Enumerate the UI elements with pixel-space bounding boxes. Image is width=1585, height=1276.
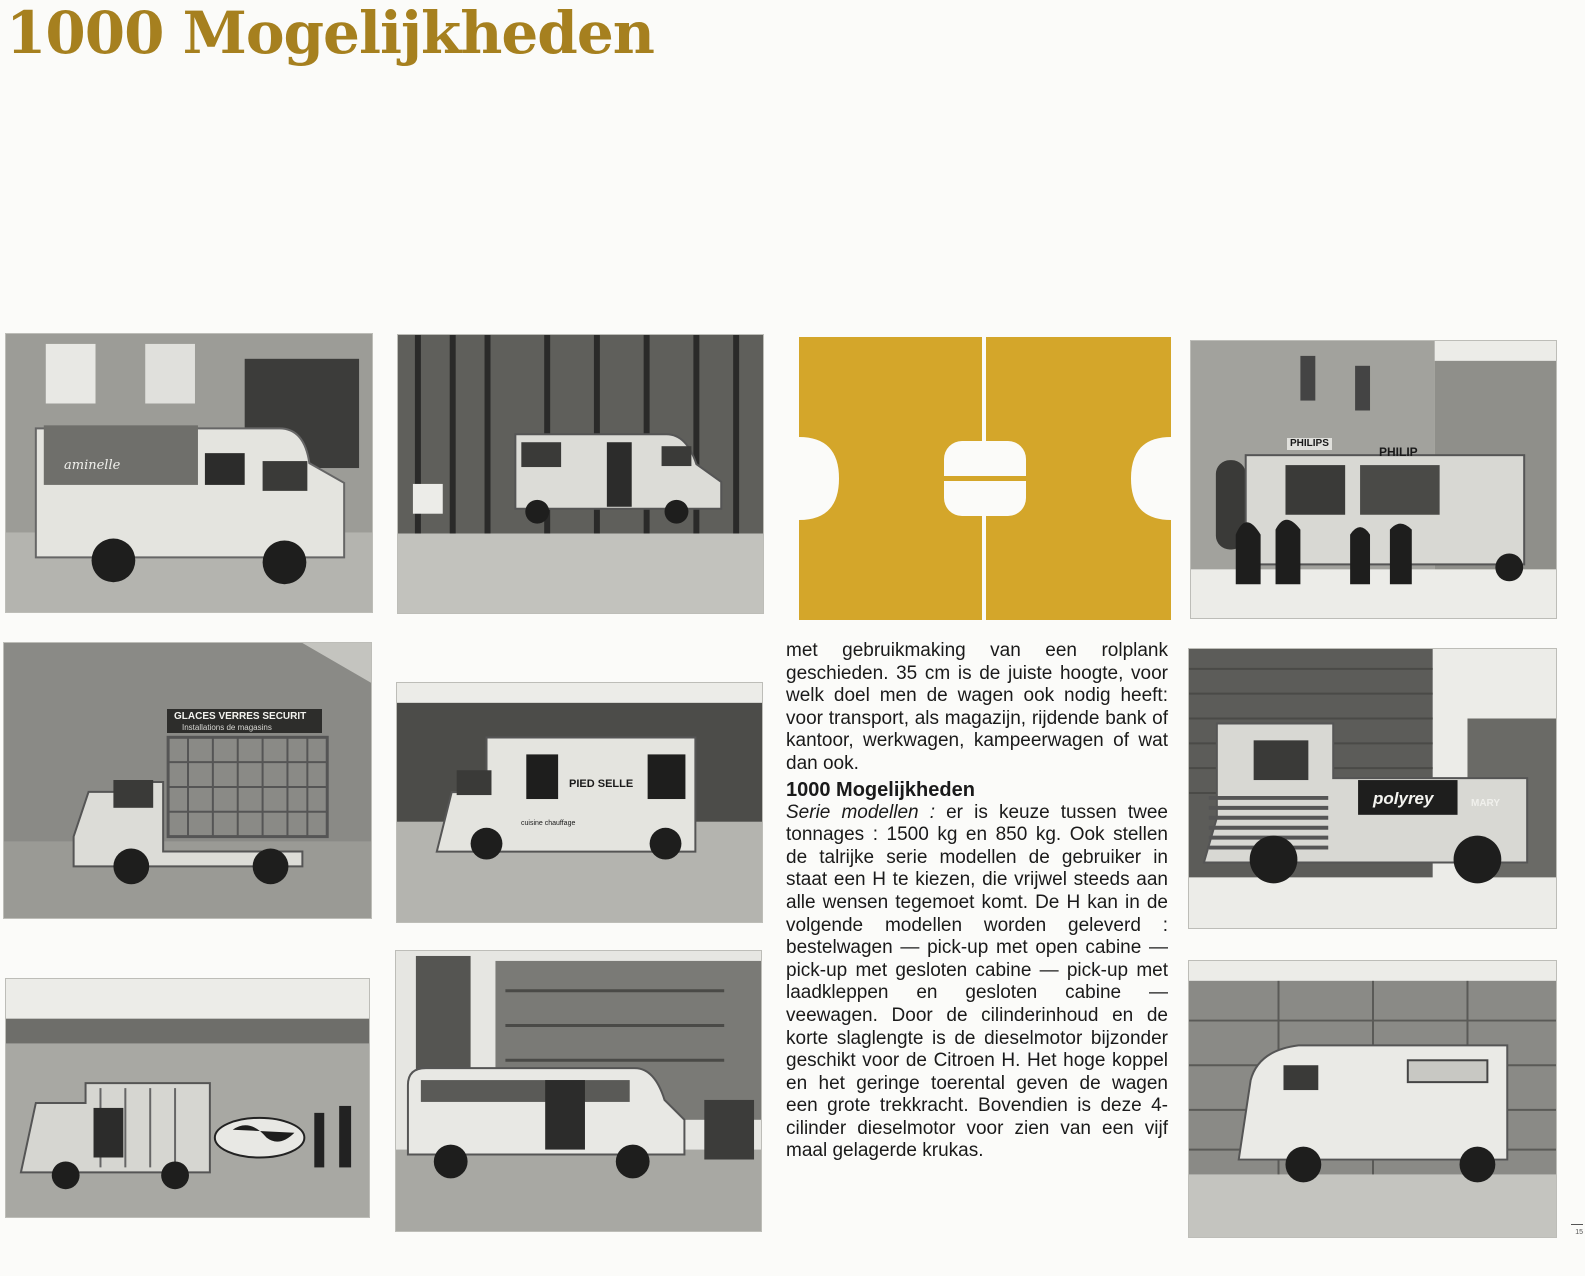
photo-livestock-truck (5, 978, 370, 1218)
page-edge-mark (1571, 1224, 1583, 1225)
photo-polyrey-truck (1188, 648, 1557, 929)
sign-philips-2: PHILIP (1379, 445, 1418, 459)
sign-bakery: aminelle (64, 458, 121, 473)
photo-plain-van (1188, 960, 1557, 1238)
sign-glass-sub: Installations de magasins (182, 723, 272, 732)
article-subheading: 1000 Mogelijkheden (786, 778, 975, 801)
photo-piedselle-van (396, 682, 763, 923)
sign-mary: MARY (1471, 798, 1501, 809)
citroen-h-logo (799, 337, 1171, 620)
photo-bakery-van (5, 333, 373, 613)
photo-minibus (395, 950, 762, 1232)
page-number: 15 (1575, 1229, 1583, 1236)
sign-philips-1: PHILIPS (1287, 438, 1332, 450)
photo-forest-van (397, 334, 764, 614)
photo-philips-van (1190, 340, 1557, 619)
page-title: 1000 Mogelijkheden (6, 0, 654, 67)
article-paragraph-1: met gebruikmaking van een rolplank geschieden. 35 cm is de juiste hoogte, voor welk doel men de wagen ook nodig heeft: voor transport, als magazijn, rijdende bank of kantoor, werkwagen, kampeerwagen of wat dan ook. (786, 640, 1168, 774)
article-text (786, 640, 1168, 1163)
sign-glass-main: GLACES VERRES SECURIT (174, 711, 307, 722)
sign-piedselle-main: PIED SELLE (569, 778, 634, 790)
article-paragraph-2: er is keuze tussen twee tonnages : 1500 kg en 850 kg. Ook stellen de talrijke serie modellen de gebruiker in staat een H te kiezen, die vrijwel steeds aan alle wensen tegemoet komt. De H kan in de volgende modellen worden geleverd : bestelwagen — pick-up met open cabine — pick-up met gesloten cabine — pick-up met laadkleppen en gesloten cabine — veewagen. Door de cilinderinhoud en de korte slaglengte is de dieselmotor bijzonder geschikt voor de Citroen H. Het hoge koppel en het geringe toerental geven de wagen een grote trekkracht. Bovendien is deze 4-cilinder dieselmotor voor zien van een vijf maal gelagerde krukas. (786, 801, 1169, 1162)
serie-label: Serie modellen : (786, 801, 935, 823)
sign-polyrey: polyrey (1373, 789, 1434, 808)
sign-piedselle-sub: cuisine chauffage (521, 820, 576, 827)
photo-glass-rack-truck (3, 642, 372, 919)
